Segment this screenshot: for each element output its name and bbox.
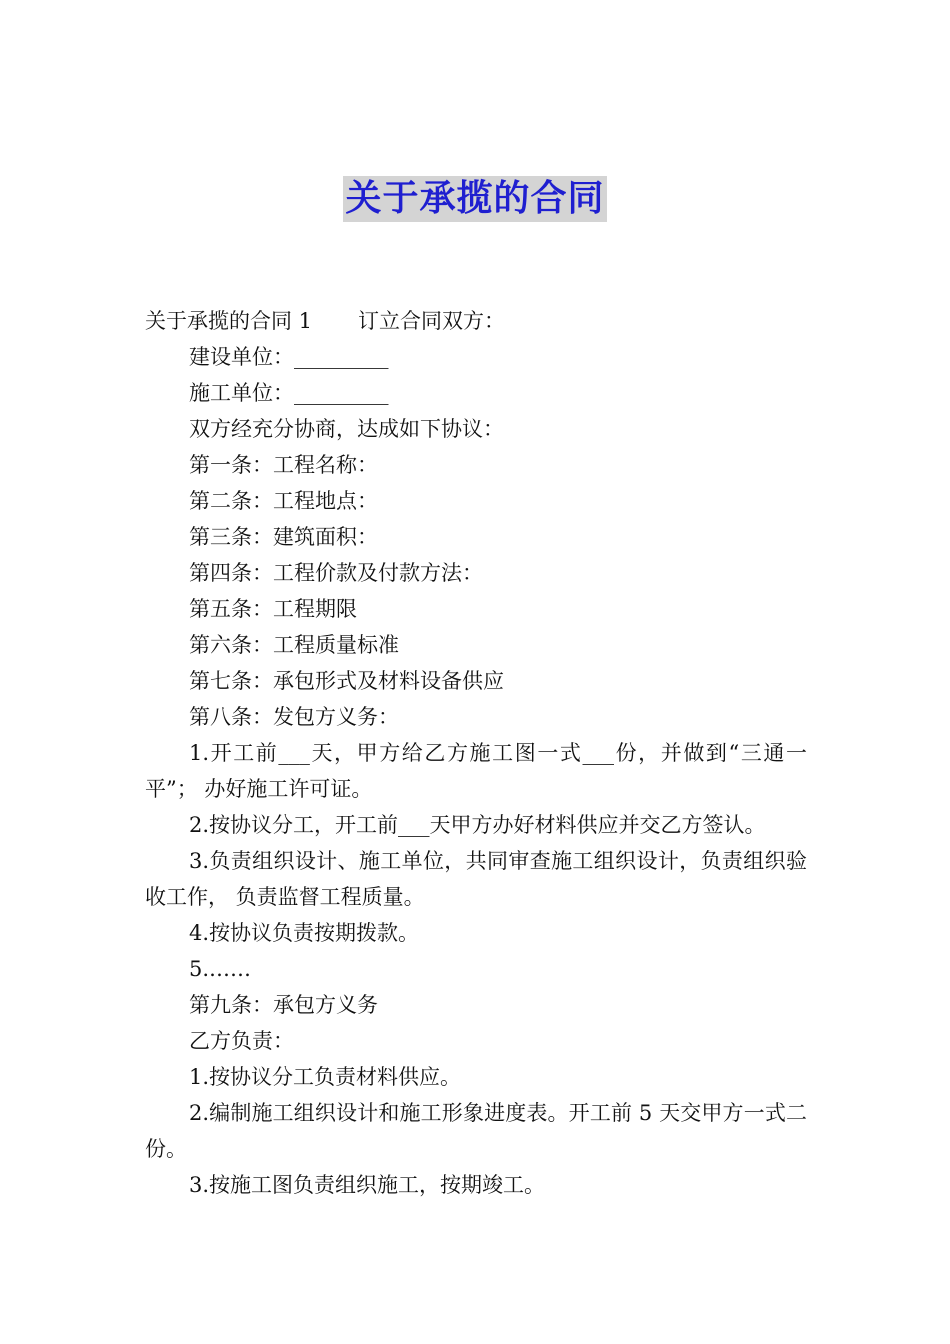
contract-heading: 关于承揽的合同 1: [145, 309, 313, 333]
clause-paragraph: 3.负责组织设计、施工单位，共同审查施工组织设计，负责组织验收工作， 负责监督工程质量。: [145, 849, 807, 909]
article-line: 第三条：建筑面积：: [189, 525, 378, 549]
clause-paragraph: 1.按协议分工负责材料供应。: [189, 1065, 462, 1089]
clause-paragraph: 2.按协议分工，开工前___天甲方办好材料供应并交乙方签认。: [189, 813, 766, 837]
clause-paragraph: 2.编制施工组织设计和施工形象进度表。开工前 5 天交甲方一式二份。: [145, 1101, 807, 1161]
body-line: 乙方负责：: [189, 1029, 294, 1053]
article-line: 第一条：工程名称：: [189, 453, 378, 477]
document-title: 关于承揽的合同: [343, 176, 606, 222]
title-container: [0, 176, 950, 222]
document-body: [145, 303, 807, 1203]
contract-heading-line: [145, 303, 807, 339]
clause-paragraph: 3.按施工图负责组织施工，按期竣工。: [189, 1173, 546, 1197]
article-line: 第八条：发包方义务：: [189, 705, 399, 729]
clause-paragraph: 1.开工前___天，甲方给乙方施工图一式___份，并做到“三通一平”； 办好施工许可证。: [145, 741, 807, 801]
parties-label: 订立合同双方：: [358, 309, 506, 333]
article-line: 第九条：承包方义务: [189, 993, 378, 1017]
clause-paragraph: 4.按协议负责按期拨款。: [189, 921, 420, 945]
article-line: 第四条：工程价款及付款方法：: [189, 561, 483, 585]
body-line: 施工单位：_________: [189, 381, 389, 405]
article-line: 第七条：承包形式及材料设备供应: [189, 669, 504, 693]
article-line: 第五条：工程期限: [189, 597, 357, 621]
article-line: 第二条：工程地点：: [189, 489, 378, 513]
clause-paragraph: 5.……: [189, 957, 252, 981]
article-line: 第六条：工程质量标准: [189, 633, 399, 657]
body-line: 双方经充分协商，达成如下协议：: [189, 417, 504, 441]
body-line: 建设单位：_________: [189, 345, 389, 369]
